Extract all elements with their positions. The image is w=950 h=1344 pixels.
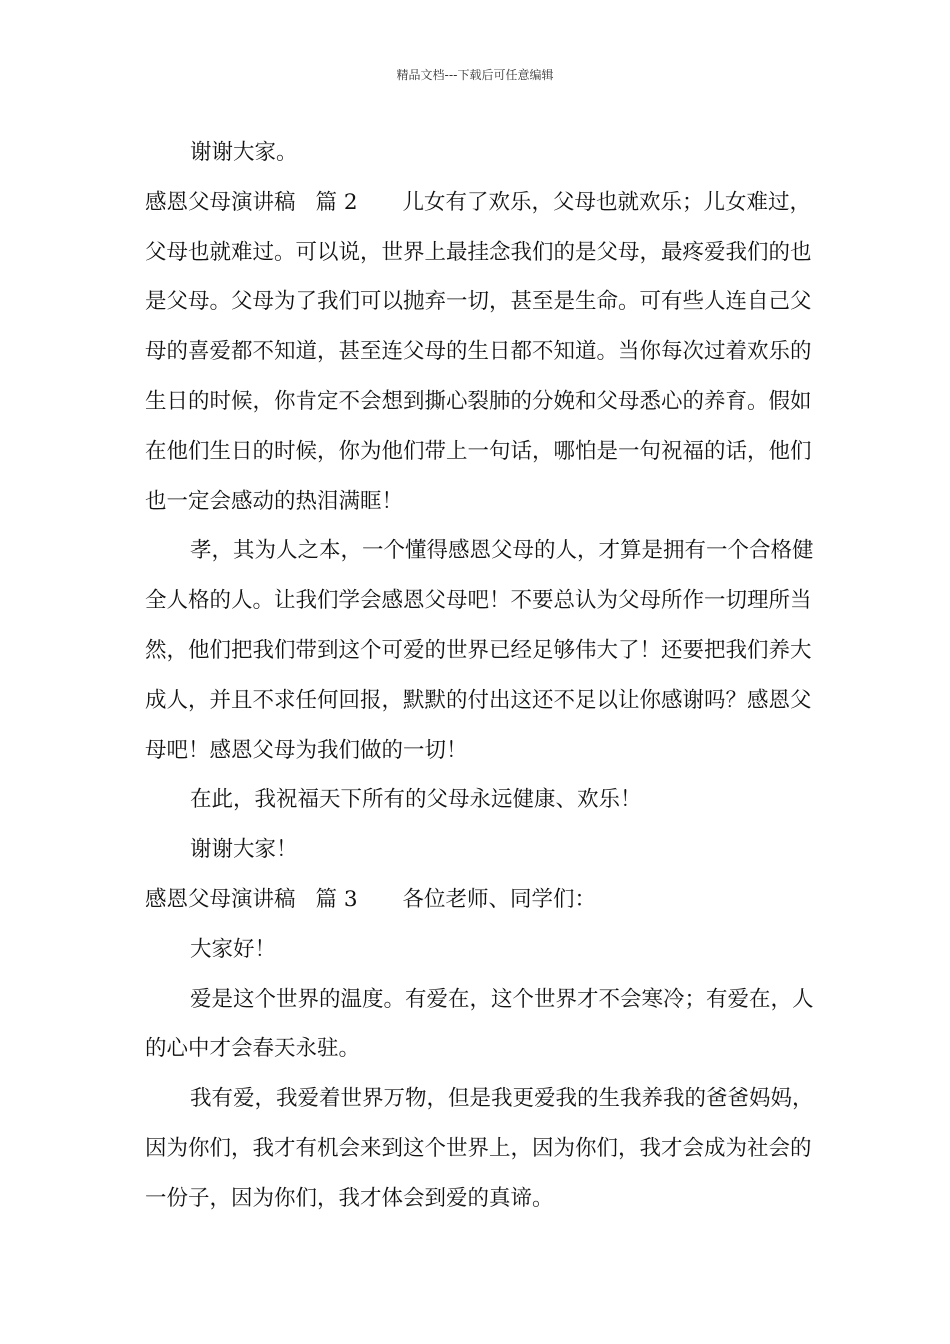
paragraph-text: 儿女有了欢乐，父母也就欢乐；儿女难过，父母也就难过。可以说，世界上最挂念我们的是父母，最疼爱我们的也是父母。父母为了我们可以抛弃一切，甚至是生命。可有些人连自己父母的喜爱都不知道，甚至连父母的生日都不知道。当你每次过着欢乐的生日的时候，你肯定不会想到撕心裂肺的分娩和父母悉心的养育。假如在他们生日的时候，你为他们带上一句话，哪怕是一句祝福的话，他们也一定会感动的热泪满眶！ [145,189,812,514]
section-title: 感恩父母演讲稿 [145,886,296,912]
section-number: 篇 2 [315,189,358,215]
paragraph: 大家好！ [190,936,277,962]
document-body [145,128,830,1224]
paragraph-text: 各位老师、同学们： [402,886,597,912]
section-number: 篇 3 [315,886,358,912]
paragraph: 我有爱，我爱着世界万物，但是我更爱我的生我养我的爸爸妈妈，因为你们，我才有机会来到这个世界上，因为你们，我才会成为社会的一份子，因为你们，我才体会到爱的真谛。 [145,1086,814,1211]
page-header: 精品文档---下载后可任意编辑 [396,68,554,82]
paragraph: 在此，我祝福天下所有的父母永远健康、欢乐！ [190,787,642,813]
paragraph: 孝，其为人之本，一个懂得感恩父母的人，才算是拥有一个合格健全人格的人。让我们学会感恩父母吧！不要总认为父母所作一切理所当然，他们把我们带到这个可爱的世界已经足够伟大了！还要把我们养大成人，并且不求任何回报，默默的付出这还不足以让你感谢吗？感恩父母吧！感恩父母为我们做的一切！ [145,538,814,763]
paragraph: 谢谢大家！ [190,837,298,863]
section-paragraph [145,875,830,925]
section-title: 感恩父母演讲稿 [145,189,296,215]
section-paragraph [145,178,830,527]
paragraph: 爱是这个世界的温度。有爱在，这个世界才不会寒冷；有爱在，人的心中才会春天永驻。 [145,986,814,1062]
paragraph: 谢谢大家。 [190,140,298,165]
